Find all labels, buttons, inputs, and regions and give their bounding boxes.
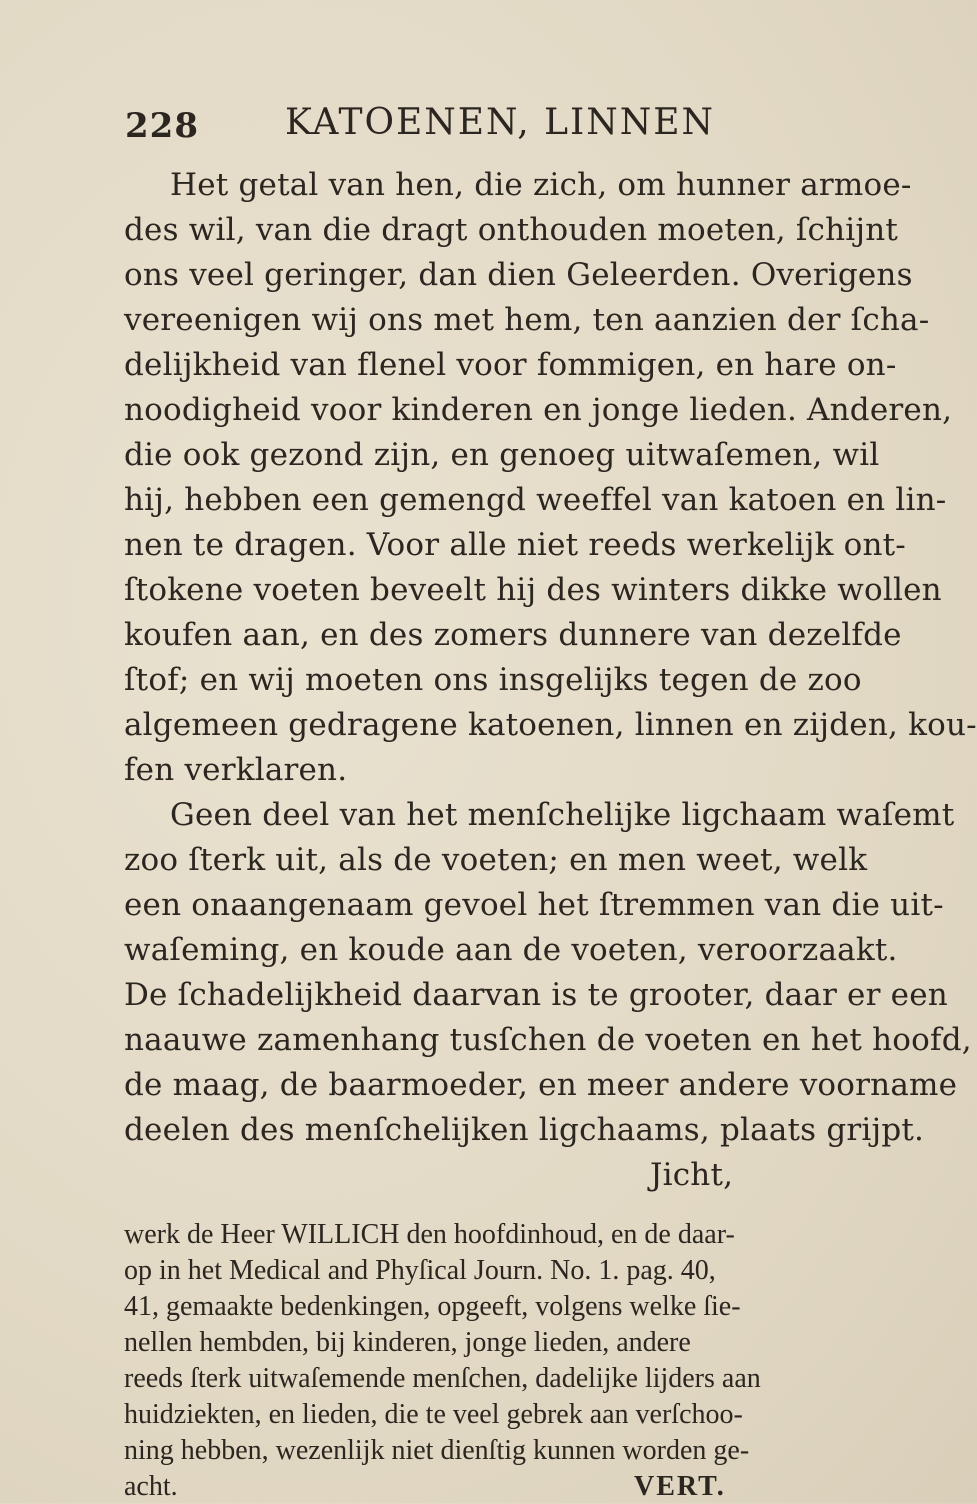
text-line: ons veel geringer, dan dien Geleerden. Overigens <box>124 257 913 293</box>
running-head: KATOENEN, LINNEN <box>285 102 716 143</box>
text-line: ſtokene voeten beveelt hij des winters dikke wollen <box>124 572 942 608</box>
note-line: reeds ſterk uitwaſemende menſchen, dadelijke lijders aan <box>124 1363 761 1394</box>
text-line: noodigheid voor kinderen en jonge lieden. Anderen, <box>124 392 953 428</box>
catchword: Jicht, <box>650 1157 734 1193</box>
page-number: 228 <box>125 106 199 146</box>
text-line: koufen aan, en des zomers dunnere van dezelfde <box>124 617 902 653</box>
note-line: ning hebben, wezenlijk niet dienſtig kunnen worden ge- <box>124 1435 750 1466</box>
note-line-last <box>124 1470 724 1504</box>
translator-mark: VERT. <box>634 1471 726 1502</box>
text-line: vereenigen wij ons met hem, ten aanzien der ſcha- <box>124 302 930 338</box>
text-line: zoo ſterk uit, als de voeten; en men weet, welk <box>124 842 868 878</box>
text-line: Het getal van hen, die zich, om hunner armoe- <box>170 167 912 203</box>
text-line: algemeen gedragene katoenen, linnen en zijden, kou- <box>124 707 977 743</box>
text-line: De ſchadelijkheid daarvan is te grooter, daar er een <box>124 977 948 1013</box>
text-line: ſtof; en wij moeten ons insgelijks tegen de zoo <box>124 662 862 698</box>
text-line: naauwe zamenhang tusſchen de voeten en het hoofd, <box>124 1022 972 1058</box>
text-line: Geen deel van het menſchelijke ligchaam waſemt <box>170 797 955 833</box>
note-line: werk de Heer WILLICH den hoofdinhoud, en de daar- <box>124 1219 735 1250</box>
note-line: 41, gemaakte bedenkingen, opgeeft, volgens welke ſie- <box>124 1291 741 1322</box>
text-line: die ook gezond zijn, en genoeg uitwaſemen, wil <box>124 437 880 473</box>
note-line: nellen hembden, bij kinderen, jonge lieden, andere <box>124 1327 691 1358</box>
note-ending: acht. <box>124 1471 178 1502</box>
note-line: op in het Medical and Phyſical Journ. No. 1. pag. 40, <box>124 1255 716 1286</box>
text-line: deelen des menſchelijken ligchaams, plaats grijpt. <box>124 1112 925 1148</box>
text-line: des wil, van die dragt onthouden moeten, ſchijnt <box>124 212 899 248</box>
text-line: waſeming, en koude aan de voeten, veroorzaakt. <box>124 932 898 968</box>
text-line: delijkheid van flenel voor fommigen, en hare on- <box>124 347 897 383</box>
text-line: nen te dragen. Voor alle niet reeds werkelijk ont- <box>124 527 906 563</box>
text-line: de maag, de baarmoeder, en meer andere voorname <box>124 1067 958 1103</box>
note-line: huidziekten, en lieden, die te veel gebrek aan verſchoo- <box>124 1399 743 1430</box>
text-line: fen verklaren. <box>124 752 348 788</box>
text-line: hij, hebben een gemengd weeffel van katoen en lin- <box>124 482 947 518</box>
text-line: een onaangenaam gevoel het ſtremmen van die uit- <box>124 887 944 923</box>
